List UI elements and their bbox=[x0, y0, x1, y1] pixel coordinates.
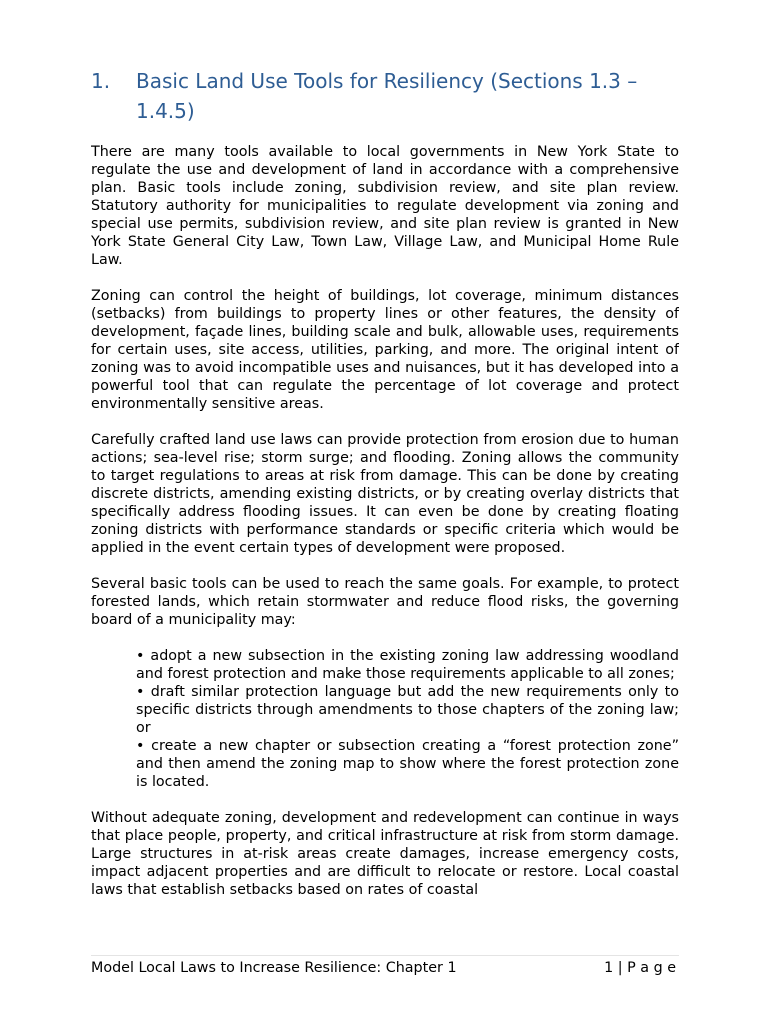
bullet-item: • adopt a new subsection in the existing zoning law addressing woodland and forest protection and make those requirements applicable to all zones; bbox=[136, 648, 679, 682]
paragraph: There are many tools available to local governments in New York State to regulate the use and development of land in accordance with a comprehensive plan. Basic tools include zoning, subdivision review, and site plan review. Statutory authority for municipalities to regulate development via zoning and special use permits, subdivision review, and site plan review is granted in New York State General City Law, Town Law, Village Law, and Municipal Home Rule Law. bbox=[91, 144, 679, 268]
footer-divider bbox=[91, 955, 679, 956]
paragraph: Carefully crafted land use laws can provide protection from erosion due to human actions; sea-level rise; storm surge; and flooding. Zoning allows the community to target regulations to areas at risk from damage. This can be done by creating discrete districts, amending existing districts, or by creating overlay districts that specifically address flooding issues. It can even be done by creating floating zoning districts with performance standards or specific criteria which would be applied in the event certain types of development were proposed. bbox=[91, 432, 679, 556]
document-page bbox=[91, 0, 679, 1024]
paragraph: Several basic tools can be used to reach the same goals. For example, to protect forested lands, which retain stormwater and reduce flood risks, the governing board of a municipality may: bbox=[91, 576, 679, 628]
page-footer bbox=[91, 959, 679, 977]
bullet-list bbox=[136, 647, 679, 791]
bullet-item: • draft similar protection language but add the new requirements only to specific districts through amendments to those chapters of the zoning law; or bbox=[136, 684, 679, 736]
paragraph: Without adequate zoning, development and redevelopment can continue in ways that place people, property, and critical infrastructure at risk from storm damage. Large structures in at-risk areas create damages, increase emergency costs, impact adjacent properties and are difficult to relocate or restore. Local coastal laws that establish setbacks based on rates of coastal bbox=[91, 810, 679, 898]
body-text bbox=[91, 143, 679, 936]
section-heading bbox=[91, 66, 679, 126]
page-number: 1 | P a g e bbox=[604, 960, 676, 976]
bullet-item: • create a new chapter or subsection creating a “forest protection zone” and then amend the zoning map to show where the forest protection zone is located. bbox=[136, 738, 679, 790]
footer-title: Model Local Laws to Increase Resilience: Chapter 1 bbox=[91, 960, 457, 976]
paragraph: Zoning can control the height of buildings, lot coverage, minimum distances (setbacks) from buildings to property lines or other features, the density of development, façade lines, building scale and bulk, allowable uses, requirements for certain uses, site access, utilities, parking, and more. The original intent of zoning was to avoid incompatible uses and nuisances, but it has developed into a powerful tool that can regulate the percentage of lot coverage and protect environmentally sensitive areas. bbox=[91, 288, 679, 412]
section-title: Basic Land Use Tools for Resiliency (Sections 1.3 – 1.4.5) bbox=[136, 69, 638, 123]
section-number: 1. bbox=[91, 69, 111, 93]
